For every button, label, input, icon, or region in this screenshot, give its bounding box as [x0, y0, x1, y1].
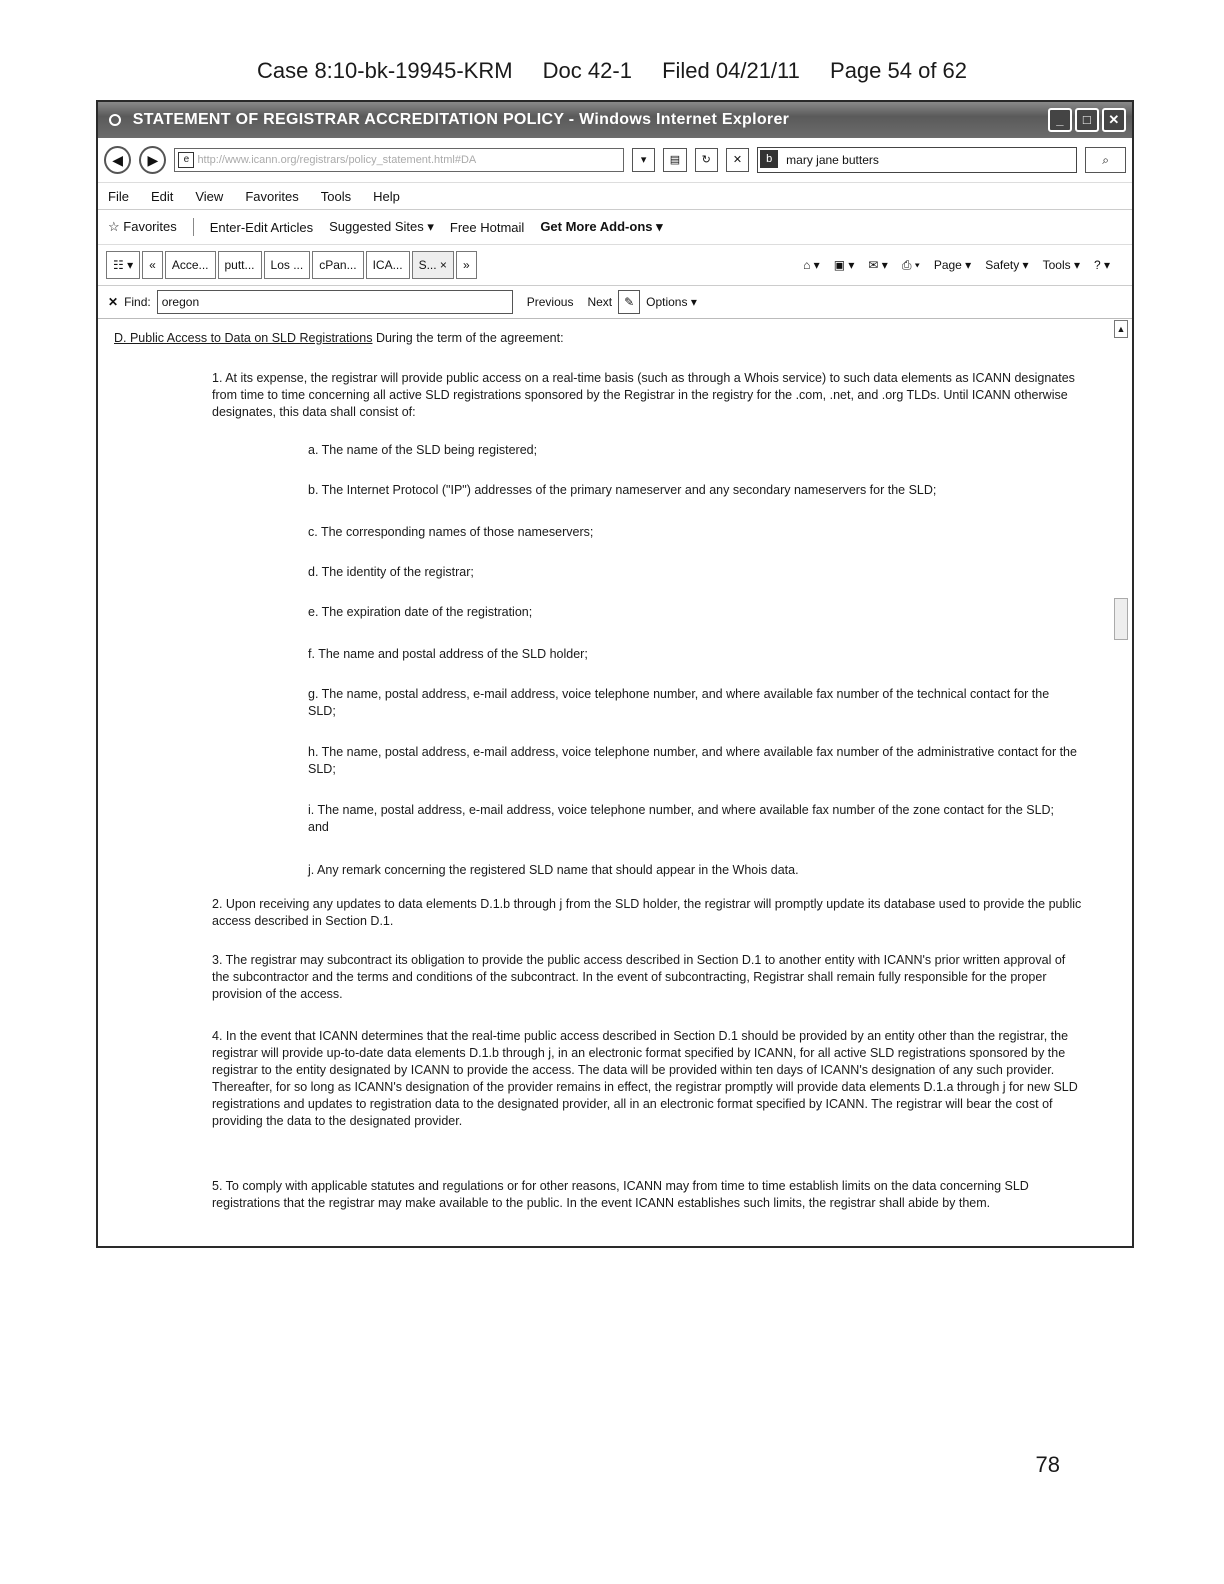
forward-icon[interactable]: ▶	[139, 146, 166, 174]
compat-icon[interactable]: ▤	[663, 148, 686, 172]
list-item-f: f. The name and postal address of the SLD holder;	[308, 647, 588, 661]
back-icon[interactable]: ◀	[104, 146, 131, 174]
tab-putt[interactable]: putt...	[218, 251, 262, 279]
list-item-g: g. The name, postal address, e-mail address, voice telephone number, and where available fax number of the technical contact for the SLD;	[308, 687, 1050, 718]
tab-list-icon[interactable]: «	[142, 251, 163, 279]
section-heading	[114, 330, 564, 347]
find-next-button[interactable]: Next	[587, 295, 613, 309]
list-item-d: d. The identity of the registrar;	[308, 565, 474, 579]
safety-menu[interactable]: Safety ▾	[985, 257, 1029, 272]
favorites-button[interactable]: ☆ Favorites	[108, 219, 177, 234]
help-icon[interactable]: ? ▾	[1093, 257, 1110, 272]
close-button[interactable]: ✕	[1102, 108, 1126, 132]
find-options-button[interactable]: Options ▾	[646, 295, 697, 309]
list-item-a: a. The name of the SLD being registered;	[308, 443, 538, 457]
title-bar	[98, 102, 1132, 138]
stop-icon[interactable]: ✕	[726, 148, 749, 172]
list-item-e: e. The expiration date of the registration;	[308, 605, 533, 619]
feeds-icon[interactable]: ▣ ▾	[833, 257, 855, 272]
case-header	[0, 58, 1224, 84]
print-icon[interactable]: ⎙ ▾	[901, 257, 920, 272]
quick-tabs-icon[interactable]: ☷ ▾	[106, 251, 140, 279]
search-value: mary jane butters	[786, 153, 879, 167]
menu-view[interactable]: View	[195, 188, 224, 204]
tools-menu[interactable]: Tools ▾	[1042, 257, 1080, 272]
tab-bar	[98, 245, 1132, 286]
menu-bar	[98, 183, 1132, 210]
favorites-label: Favorites	[123, 219, 177, 234]
home-icon[interactable]: ⌂ ▾	[803, 257, 820, 272]
tab-acce[interactable]: Acce...	[165, 251, 216, 279]
find-bar	[98, 286, 1132, 319]
doc-number: Doc 42-1	[542, 58, 632, 83]
mail-icon[interactable]: ✉ ▾	[868, 257, 888, 272]
fav-suggested-sites[interactable]: Suggested Sites ▾	[329, 219, 434, 234]
tab-cpan[interactable]: cPan...	[312, 251, 363, 279]
search-input[interactable]	[757, 147, 1077, 173]
menu-tools[interactable]: Tools	[320, 188, 352, 204]
page-content	[98, 316, 1132, 1246]
menu-help[interactable]: Help	[373, 188, 400, 204]
section-title-link[interactable]: D. Public Access to Data on SLD Registrations	[114, 331, 373, 345]
scroll-up-icon[interactable]: ▲	[1114, 320, 1128, 338]
filed-date: Filed 04/21/11	[662, 58, 800, 83]
url-field[interactable]	[174, 148, 624, 172]
fav-get-more-addons[interactable]: Get More Add-ons ▾	[540, 219, 663, 234]
search-provider-icon: b	[760, 150, 778, 168]
window-title: STATEMENT OF REGISTRAR ACCREDITATION POLICY - Windows Internet Explorer	[132, 111, 790, 128]
highlight-icon[interactable]: ✎	[618, 290, 640, 314]
maximize-button[interactable]: □	[1075, 108, 1099, 132]
page-number: 78	[1035, 1452, 1060, 1477]
favorites-bar	[98, 210, 1132, 245]
paragraph-5: 5. To comply with applicable statutes and regulations or for other reasons, ICANN may from time to time establish limits on the data concerning SLD registrations that the registrar may make available to the public. In the event ICANN establishes such limits, the registrar shall abide by them.	[212, 1179, 1029, 1210]
page-icon: e	[178, 152, 194, 168]
list-item-h: h. The name, postal address, e-mail address, voice telephone number, and where available fax number of the administrative contact for the SLD;	[308, 745, 1077, 776]
tab-los[interactable]: Los ...	[264, 251, 311, 279]
list-item-c: c. The corresponding names of those nameservers;	[308, 525, 594, 539]
find-previous-button[interactable]: Previous	[526, 295, 574, 309]
page-menu[interactable]: Page ▾	[933, 257, 972, 272]
menu-edit[interactable]: Edit	[150, 188, 174, 204]
paragraph-3: 3. The registrar may subcontract its obligation to provide the public access described in Section D.1 to another entity with ICANN's prior written approval of the subcontractor and the terms and conditions of the subcontract. In the event of subcontracting, Registrar shall remain fully responsible for the proper provision of the access.	[212, 953, 1066, 1001]
case-number: Case 8:10-bk-19945-KRM	[256, 58, 513, 83]
paragraph-2: 2. Upon receiving any updates to data elements D.1.b through j from the SLD holder, the registrar will promptly update its database used to provide the public access described in Section D.1.	[212, 897, 1082, 928]
scrollbar-thumb[interactable]	[1114, 598, 1128, 640]
fav-free-hotmail[interactable]: Free Hotmail	[449, 219, 525, 235]
close-find-icon[interactable]: ✕	[108, 295, 119, 309]
page-of: Page 54 of 62	[830, 58, 968, 83]
search-icon[interactable]: ⌕	[1085, 147, 1126, 173]
paragraph-1: 1. At its expense, the registrar will provide public access on a real-time basis (such as through a Whois service) to such data elements as ICANN designates from time to time concerning all active SLD registrations sponsored by the Registrar in the registry for the .com, .net, and .org TLDs. Until ICANN otherwise designates, this data shall consist of:	[212, 371, 1075, 419]
tab-ica[interactable]: ICA...	[366, 251, 410, 279]
url-text: http://www.icann.org/registrars/policy_statement.html#DA	[197, 154, 477, 166]
minimize-button[interactable]: _	[1048, 108, 1072, 132]
command-bar	[803, 258, 1132, 273]
divider	[193, 218, 194, 236]
list-item-j: j. Any remark concerning the registered SLD name that should appear in the Whois data.	[308, 863, 799, 877]
tab-s-active[interactable]: S... ×	[412, 251, 454, 279]
ie-icon	[108, 113, 122, 127]
paragraph-4: 4. In the event that ICANN determines that the real-time public access described in Section D.1 should be provided by an entity other than the registrar, the registrar will provide up-to-date data elements D.1.b through j, in an electronic format specified by ICANN, for all active SLD registrations sponsored by the registrar to the entity designated by ICANN to provide the access. The data will be provided within ten days of ICANN's designation of any such provider. Thereafter, for so long as ICANN's designation of the provider remains in effect, the registrar promptly will provide data elements D.1.a through j for new SLD registrations and updates to registration data to the designated provider, all in an electronic format specified by ICANN. The registrar will bear the cost of providing the data to the designated provider.	[212, 1029, 1078, 1128]
dropdown-icon[interactable]: ▾	[632, 148, 655, 172]
fav-enter-edit[interactable]: Enter-Edit Articles	[209, 219, 314, 235]
menu-file[interactable]: File	[108, 188, 129, 204]
menu-favorites[interactable]: Favorites	[245, 188, 299, 204]
browser-window	[96, 100, 1134, 1248]
address-bar	[98, 138, 1132, 183]
more-tabs-icon[interactable]: »	[456, 251, 477, 279]
find-input[interactable]: oregon	[157, 290, 513, 314]
list-item-b: b. The Internet Protocol ("IP") addresses of the primary nameserver and any secondary nameservers for the SLD;	[308, 483, 937, 497]
section-intro: During the term of the agreement:	[372, 331, 564, 345]
refresh-icon[interactable]: ↻	[695, 148, 718, 172]
find-label: Find:	[124, 295, 151, 309]
list-item-i: i. The name, postal address, e-mail address, voice telephone number, and where available fax number of the zone contact for the SLD; and	[308, 803, 1055, 834]
